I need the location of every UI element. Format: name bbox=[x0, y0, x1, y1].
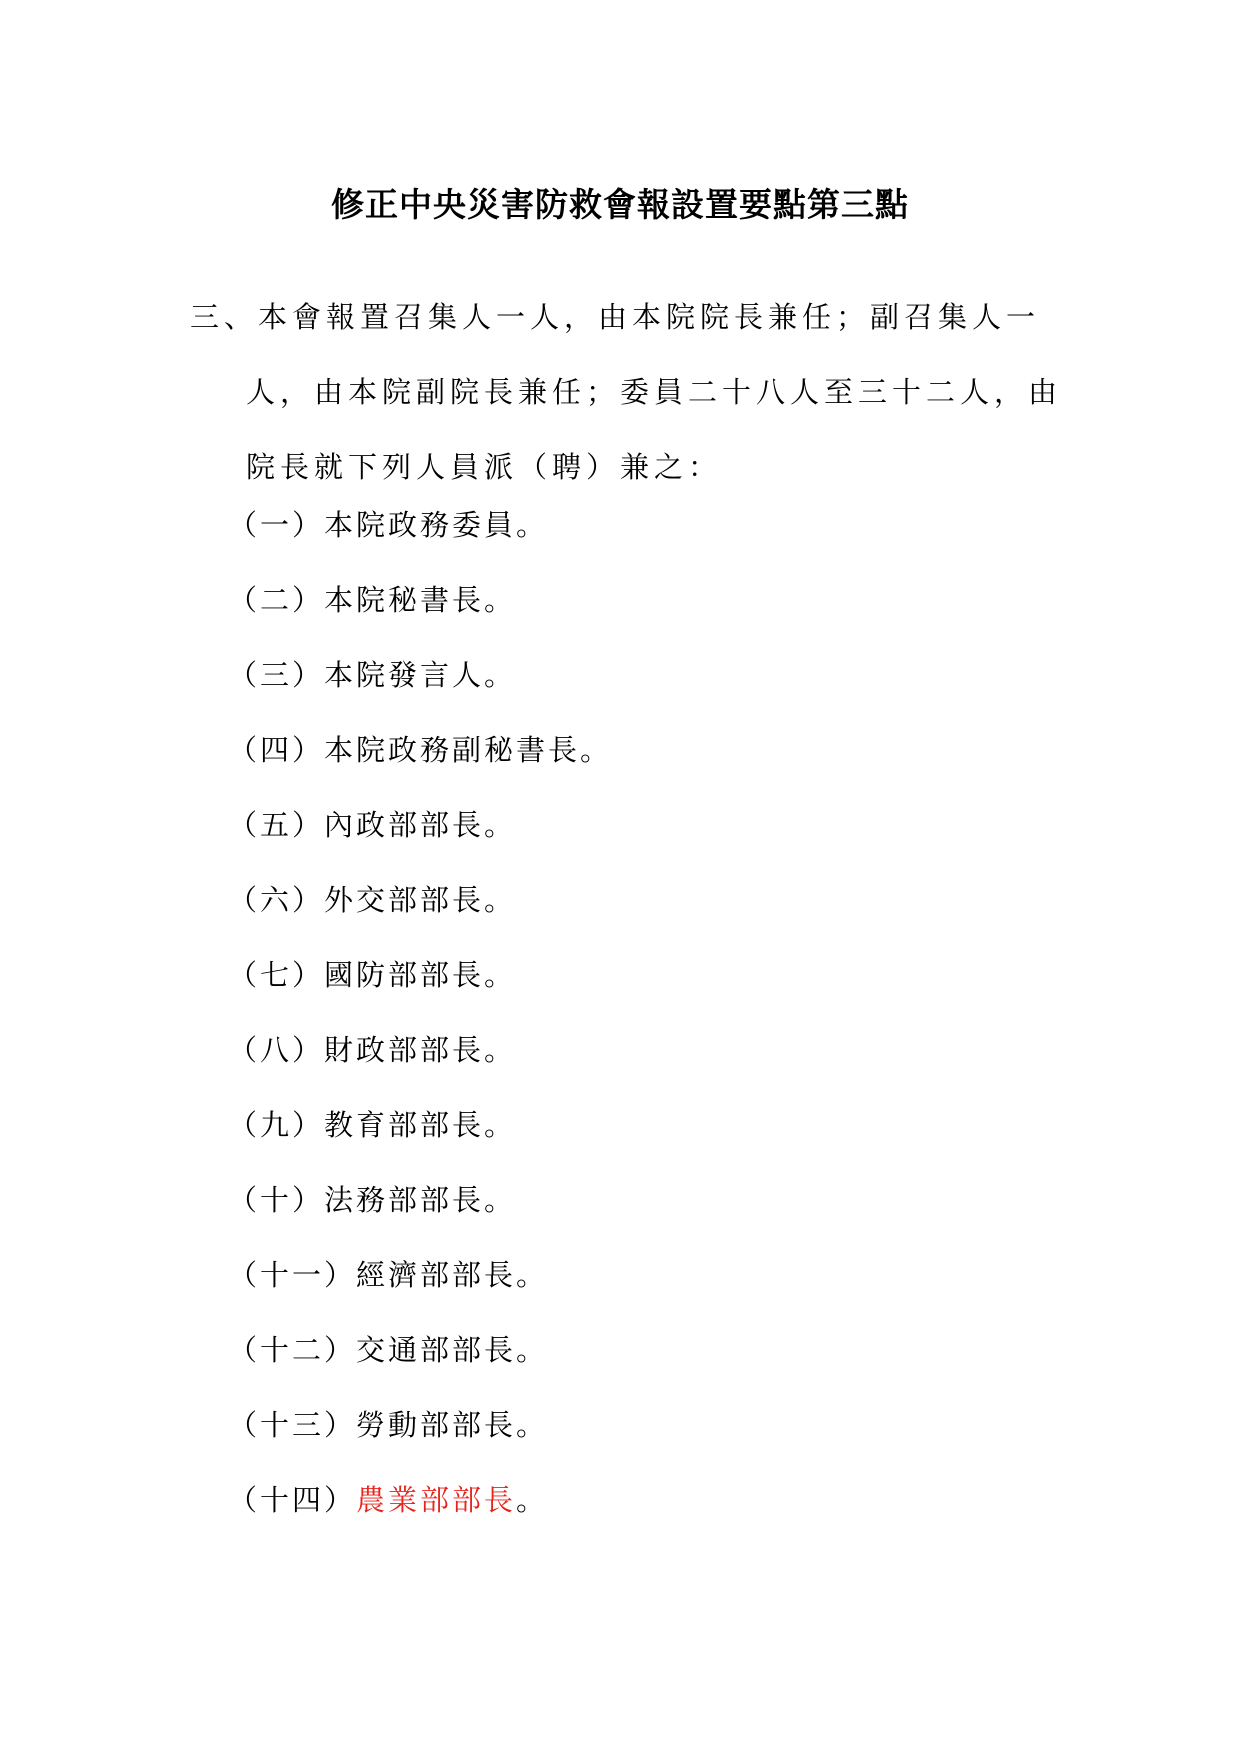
item-text: 勞動部部長。 bbox=[356, 1408, 549, 1442]
list-item bbox=[228, 730, 1028, 805]
list-item bbox=[228, 1030, 1028, 1105]
list-item bbox=[228, 955, 1028, 1030]
item-text: 本院秘書長。 bbox=[324, 583, 517, 617]
document-title: 修正中央災害防救會報設置要點第三點 bbox=[331, 185, 909, 224]
paragraph-line-2: 人，由本院副院長兼任；委員二十八人至三十二人，由 bbox=[246, 375, 1063, 409]
item-text: 國防部部長。 bbox=[324, 958, 517, 992]
item-number: （六） bbox=[228, 883, 325, 917]
article-paragraph bbox=[190, 280, 1063, 505]
item-text: 教育部部長。 bbox=[324, 1108, 517, 1142]
list-item bbox=[228, 1180, 1028, 1255]
list-item bbox=[228, 805, 1028, 880]
item-number: （三） bbox=[228, 658, 325, 692]
item-number: （九） bbox=[228, 1108, 325, 1142]
item-number: （七） bbox=[228, 958, 325, 992]
item-number: （十四） bbox=[228, 1483, 357, 1517]
list-item bbox=[228, 1405, 1028, 1480]
list-item bbox=[228, 1105, 1028, 1180]
item-text: 財政部部長。 bbox=[324, 1033, 517, 1067]
item-text: 內政部部長。 bbox=[324, 808, 517, 842]
item-text: 本院政務委員。 bbox=[324, 508, 549, 542]
member-list bbox=[228, 505, 1028, 1555]
item-number: （一） bbox=[228, 508, 325, 542]
item-text bbox=[356, 1480, 548, 1520]
item-text: 外交部部長。 bbox=[324, 883, 517, 917]
item-text: 經濟部部長。 bbox=[356, 1258, 549, 1292]
item-text: 交通部部長。 bbox=[356, 1333, 549, 1367]
item-number: （八） bbox=[228, 1033, 325, 1067]
highlighted-amendment-text: 農業部部長 bbox=[356, 1483, 517, 1517]
item-number: （四） bbox=[228, 733, 325, 767]
item-text: 本院發言人。 bbox=[324, 658, 517, 692]
item-number: （二） bbox=[228, 583, 325, 617]
paragraph-line-1: 三、本會報置召集人一人，由本院院長兼任；副召集人一 bbox=[190, 300, 1041, 334]
list-item bbox=[228, 880, 1028, 955]
item-text-suffix: 。 bbox=[516, 1483, 549, 1517]
list-item bbox=[228, 1480, 1028, 1555]
item-number: （十一） bbox=[228, 1258, 357, 1292]
item-number: （十三） bbox=[228, 1408, 357, 1442]
item-text: 本院政務副秘書長。 bbox=[324, 733, 613, 767]
list-item bbox=[228, 505, 1028, 580]
list-item bbox=[228, 580, 1028, 655]
item-number: （十） bbox=[228, 1183, 325, 1217]
list-item bbox=[228, 1330, 1028, 1405]
list-item bbox=[228, 655, 1028, 730]
item-number: （五） bbox=[228, 808, 325, 842]
list-item bbox=[228, 1255, 1028, 1330]
item-number: （十二） bbox=[228, 1333, 357, 1367]
item-text: 法務部部長。 bbox=[324, 1183, 517, 1217]
paragraph-line-3: 院長就下列人員派（聘）兼之： bbox=[246, 450, 723, 484]
